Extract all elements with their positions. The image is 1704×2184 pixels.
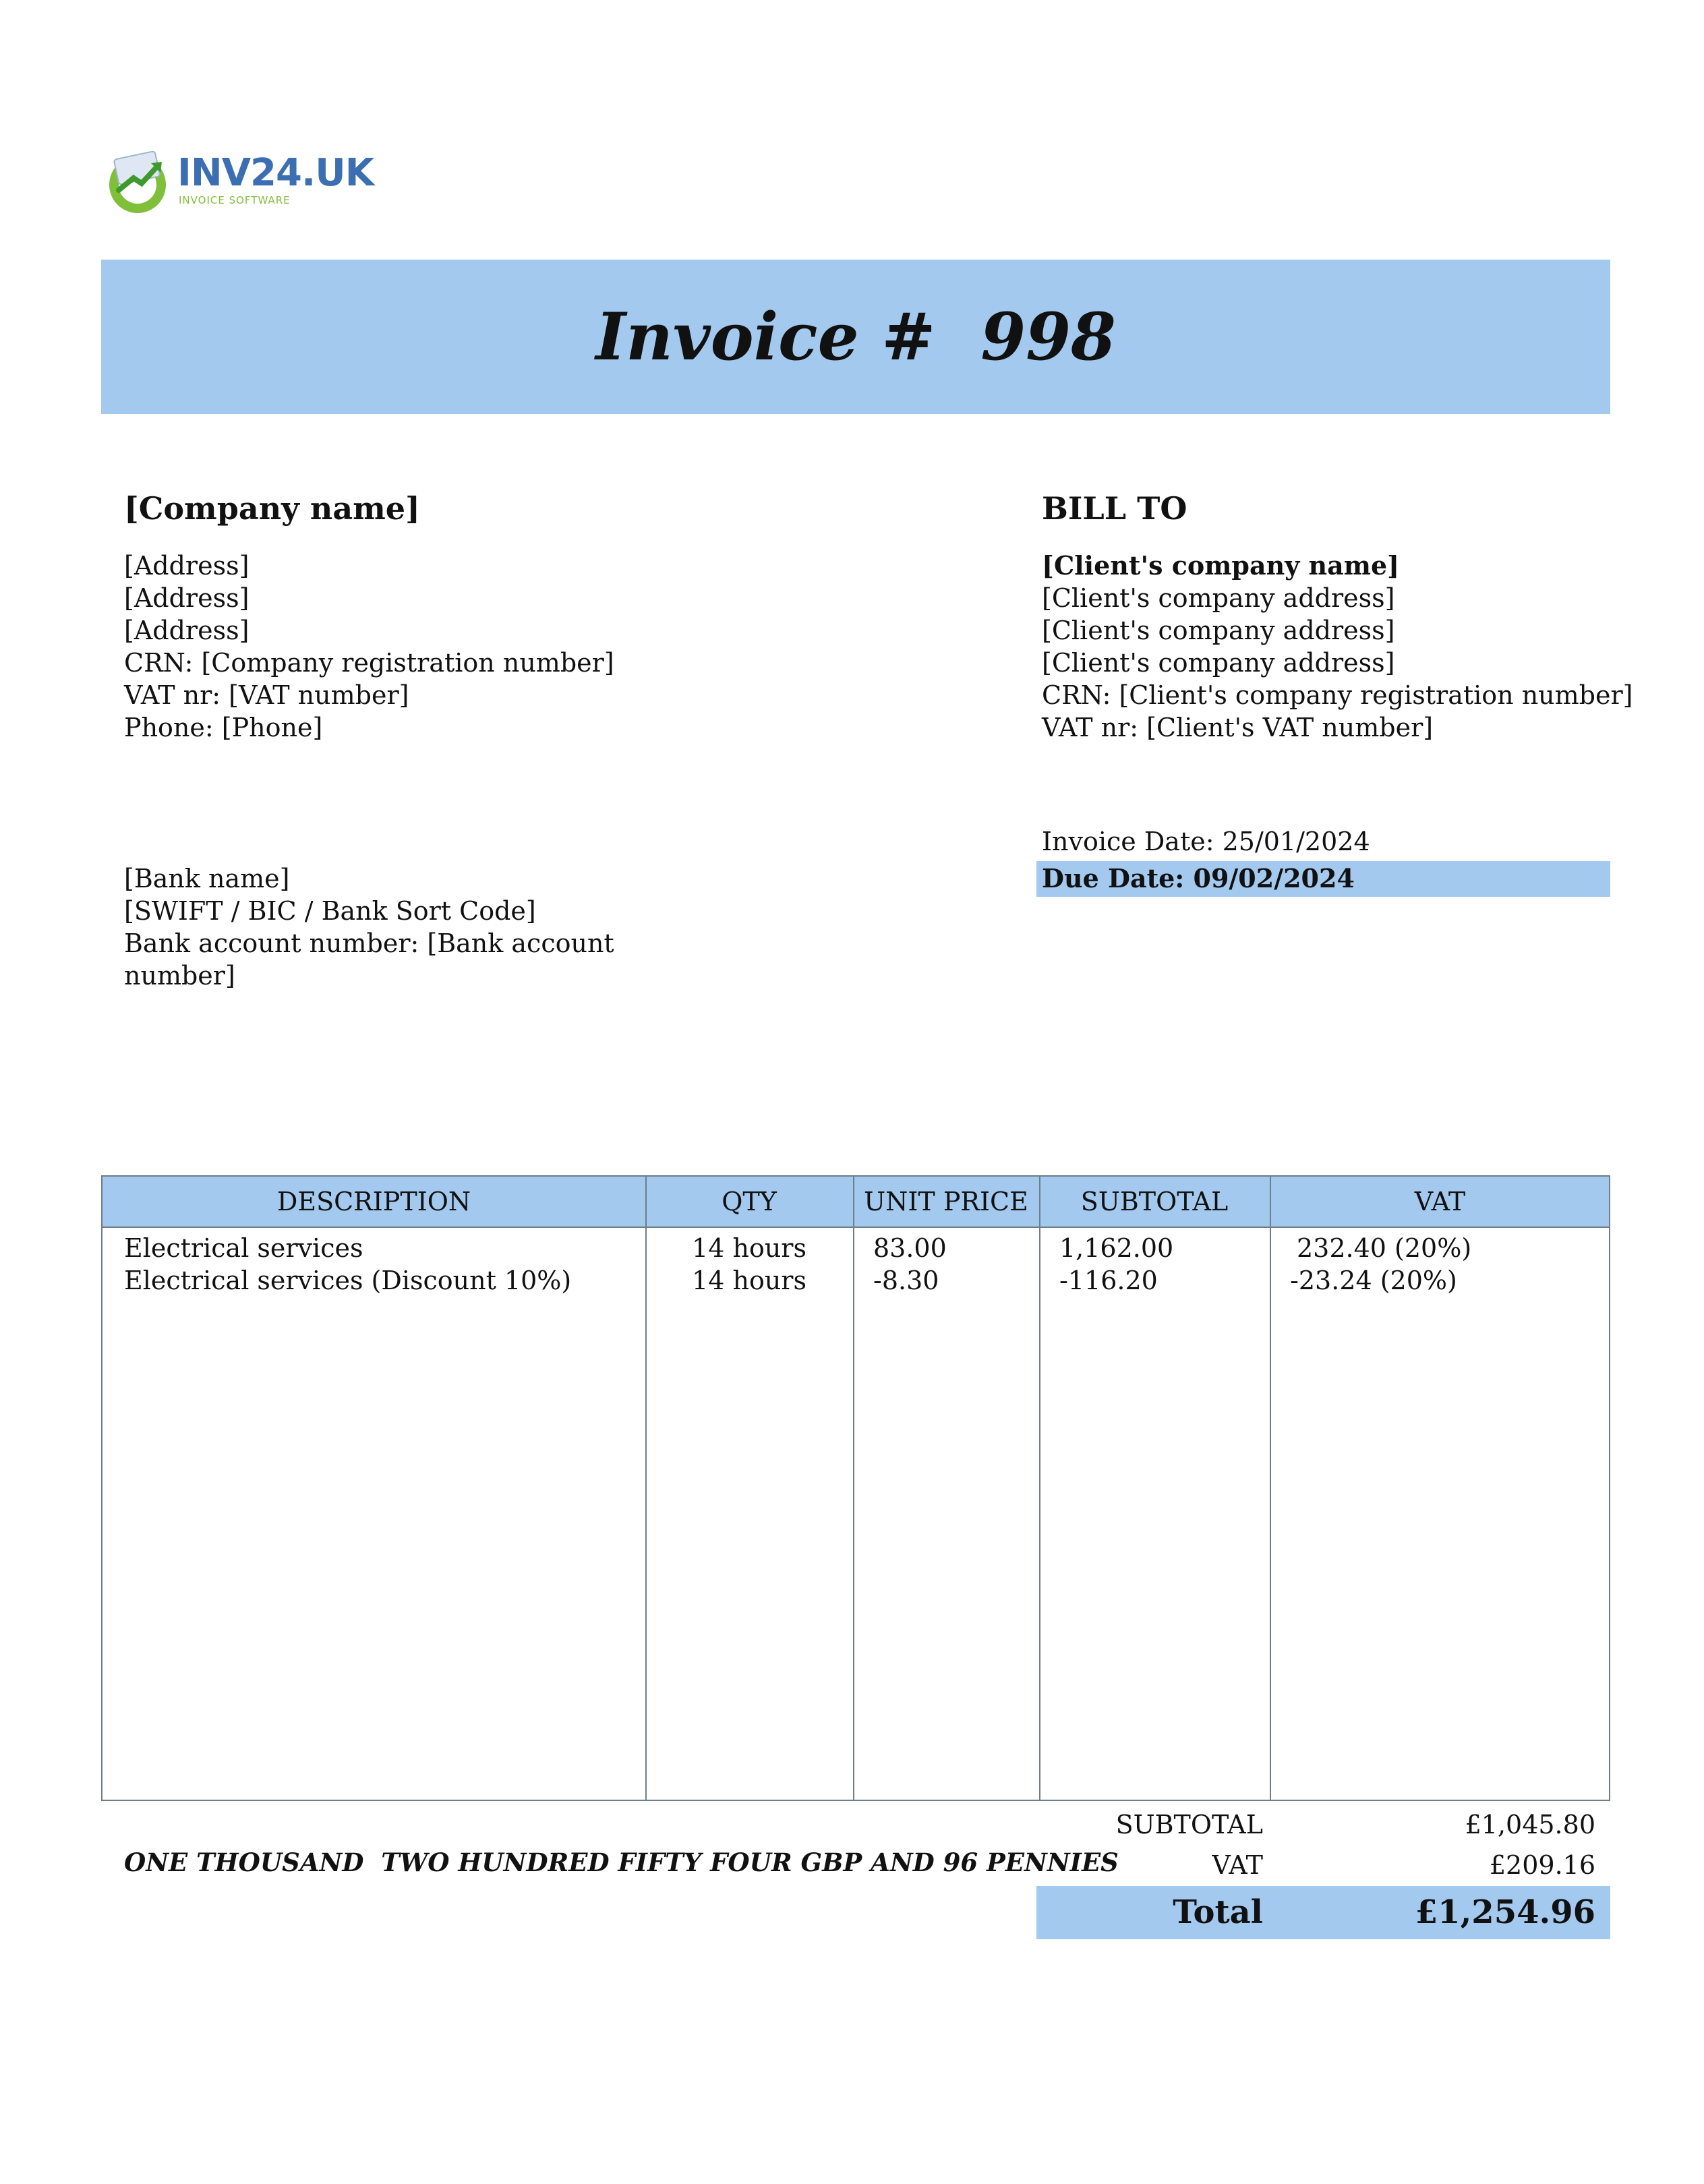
client-line: [Client's company address] <box>1042 616 1395 645</box>
logo-subtitle: INVOICE SOFTWARE <box>179 194 291 206</box>
vat-label: VAT <box>1212 1850 1263 1880</box>
seller-vat: VAT nr: [VAT number] <box>124 680 409 710</box>
row2-qty: 14 hours <box>692 1266 806 1295</box>
row2-description: Electrical services (Discount 10%) <box>124 1266 572 1295</box>
row1-vat: 232.40 (20%) <box>1297 1233 1472 1263</box>
row2-vat: -23.24 (20%) <box>1290 1266 1457 1295</box>
column-divider <box>853 1177 854 1800</box>
bank-account-cont: number] <box>124 961 235 991</box>
header-description: DESCRIPTION <box>276 1187 471 1216</box>
total-label: Total <box>1173 1893 1263 1931</box>
title-band <box>101 260 1610 414</box>
total-value: £1,254.96 <box>1415 1893 1595 1931</box>
bill-to-heading: BILL TO <box>1042 490 1187 527</box>
invoice-title: Invoice # 998 <box>595 299 1116 375</box>
client-crn: CRN: [Client's company registration number] <box>1042 680 1633 710</box>
seller-phone: Phone: [Phone] <box>124 713 323 742</box>
client-line: [Client's company address] <box>1042 583 1395 613</box>
row1-unit-price: 83.00 <box>873 1233 947 1263</box>
vat-value: £209.16 <box>1489 1850 1595 1880</box>
seller-line: [Address] <box>124 583 249 613</box>
row2-unit-price: -8.30 <box>873 1266 939 1295</box>
header-qty: QTY <box>722 1187 777 1216</box>
items-table <box>101 1175 1610 1801</box>
bank-account: Bank account number: [Bank account <box>124 928 614 958</box>
subtotal-value: £1,045.80 <box>1465 1810 1595 1839</box>
row1-subtotal: 1,162.00 <box>1059 1233 1174 1263</box>
client-name: [Client's company name] <box>1042 550 1400 581</box>
seller-line: [Address] <box>124 616 249 645</box>
client-details <box>1042 550 1633 744</box>
header-vat: VAT <box>1414 1187 1466 1216</box>
bank-details <box>124 862 614 992</box>
invoice-date: Invoice Date: 25/01/2024 <box>1042 827 1370 856</box>
seller-line: [Address] <box>124 551 249 581</box>
row1-description: Electrical services <box>124 1233 363 1263</box>
logo-icon <box>103 148 172 216</box>
row1-qty: 14 hours <box>692 1233 806 1263</box>
header-subtotal: SUBTOTAL <box>1080 1187 1229 1216</box>
amount-in-words: ONE THOUSAND TWO HUNDRED FIFTY FOUR GBP AND 96 PENNIES <box>124 1848 1119 1877</box>
row2-subtotal: -116.20 <box>1059 1266 1158 1295</box>
column-divider <box>1039 1177 1040 1800</box>
seller-details <box>124 550 614 744</box>
logo <box>103 146 374 220</box>
header-unit-price: UNIT PRICE <box>864 1187 1028 1216</box>
bank-name: [Bank name] <box>124 864 290 893</box>
subtotal-label: SUBTOTAL <box>1115 1810 1263 1839</box>
due-date: Due Date: 09/02/2024 <box>1042 863 1355 893</box>
client-vat: VAT nr: [Client's VAT number] <box>1042 713 1434 742</box>
seller-crn: CRN: [Company registration number] <box>124 648 614 678</box>
bank-code: [SWIFT / BIC / Bank Sort Code] <box>124 896 536 926</box>
company-name: [Company name] <box>124 490 420 527</box>
client-line: [Client's company address] <box>1042 648 1395 678</box>
logo-name: INV24.UK <box>177 151 374 195</box>
column-divider <box>1270 1177 1271 1800</box>
